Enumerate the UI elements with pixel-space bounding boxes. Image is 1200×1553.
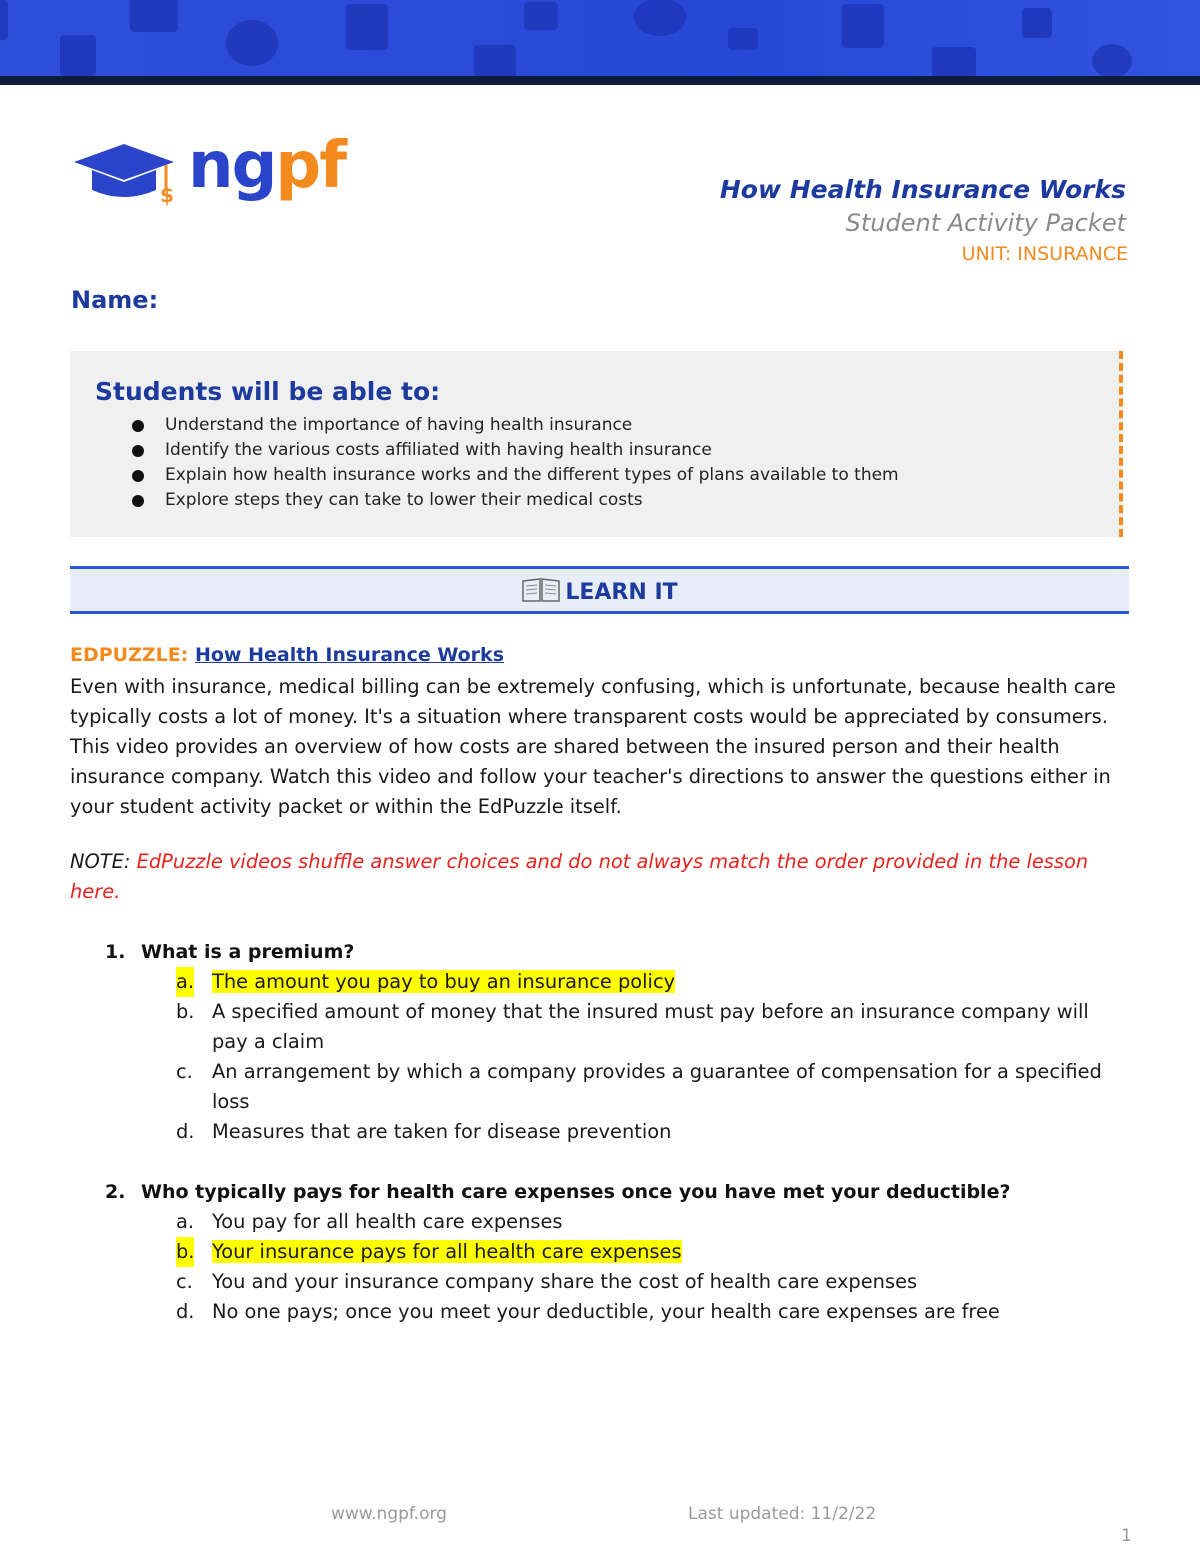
footer-updated: Last updated: 11/2/22 [688, 1504, 877, 1524]
folder-icon [932, 47, 976, 76]
question-item [70, 1177, 1130, 1327]
edpuzzle-tag: EDPUZZLE: [70, 644, 189, 666]
svg-text:$: $ [160, 183, 174, 207]
note-text: EdPuzzle videos shuffle answer choices and do not always match the order provided in the lesson here. [70, 850, 1089, 903]
objective-item: Explain how health insurance works and the different types of plans available to them [132, 463, 899, 488]
objective-item: Explore steps they can take to lower their medical costs [132, 488, 899, 513]
question-text: What is a premium? [141, 941, 355, 963]
edpuzzle-heading [70, 642, 1130, 668]
document-title: How Health Insurance Works [719, 175, 1126, 204]
graduation-cap-icon [74, 140, 184, 215]
bullet-icon [132, 445, 144, 457]
note-prefix: NOTE: [70, 850, 131, 873]
objective-item: Identify the various costs affiliated with having health insurance [132, 438, 899, 463]
answer-option-correct: b. Your insurance pays for all health care expenses [70, 1237, 1130, 1267]
document-icon [0, 0, 8, 40]
document-icon [60, 35, 96, 76]
answer-list [70, 1207, 1130, 1327]
answer-option: d. No one pays; once you meet your deductible, your health care expenses are free [176, 1300, 1000, 1323]
banner-divider [0, 76, 1200, 85]
objectives-box [70, 351, 1123, 537]
page-number: 1 [1121, 1526, 1132, 1546]
answer-option: d. Measures that are taken for disease prevention [176, 1120, 672, 1143]
folder-icon [130, 0, 178, 32]
calculator-icon [524, 2, 558, 30]
folder-icon [474, 45, 516, 76]
piggy-bank-icon [226, 20, 278, 66]
objectives-list [132, 413, 899, 513]
edpuzzle-link[interactable]: How Health Insurance Works [194, 644, 504, 666]
intro-paragraph: Even with insurance, medical billing can be extremely confusing, which is unfortunate, because health care typically costs a lot of money. It's a situation where transparent costs would be appreciated by consumers. This video provides an overview of how costs are shared between the insured person and their health insurance company. Watch this video and follow your teacher's directions to answer the questions either in your student activity packet or within the EdPuzzle itself. [70, 675, 1116, 818]
section-header-learn-it [70, 566, 1129, 614]
bullet-icon [132, 495, 144, 507]
question-text: Who typically pays for health care expenses once you have met your deductible? [141, 1181, 1011, 1203]
ngpf-logo [74, 129, 364, 215]
footer-website: www.ngpf.org [331, 1504, 447, 1524]
main-content [70, 642, 1130, 1357]
section-label: LEARN IT [565, 580, 678, 605]
answer-option-correct: a. The amount you pay to buy an insurance policy [70, 967, 1130, 997]
header-banner [0, 0, 1200, 76]
name-field-label: Name: [71, 286, 159, 314]
calculator-icon [842, 4, 884, 48]
objectives-heading: Students will be able to: [95, 377, 441, 406]
folder-icon [728, 28, 758, 50]
answer-option: c. An arrangement by which a company provides a guarantee of compensation for a specified loss [176, 1060, 1102, 1113]
question-item [70, 937, 1130, 1147]
answer-option: b. A specified amount of money that the insured must pay before an insurance company will pay a claim [176, 1000, 1089, 1053]
question-number: 1. [105, 941, 126, 963]
document-subtitle: Student Activity Packet [845, 209, 1126, 237]
piggy-bank-icon [1092, 44, 1132, 76]
unit-label: UNIT: INSURANCE [961, 243, 1128, 265]
objective-item: Understand the importance of having health insurance [132, 413, 899, 438]
question-number: 2. [105, 1181, 126, 1203]
note-paragraph [70, 847, 1130, 907]
question-list [70, 937, 1130, 1327]
logo-wordmark: ngpf [188, 129, 346, 203]
answer-list [70, 967, 1130, 1147]
document-icon [346, 4, 388, 50]
bullet-icon [132, 420, 144, 432]
calculator-icon [1022, 8, 1052, 38]
bullet-icon [132, 470, 144, 482]
answer-option: a. You pay for all health care expenses [176, 1210, 563, 1233]
piggy-bank-icon [634, 0, 686, 36]
book-icon [521, 577, 561, 603]
answer-option: c. You and your insurance company share the cost of health care expenses [176, 1270, 918, 1293]
